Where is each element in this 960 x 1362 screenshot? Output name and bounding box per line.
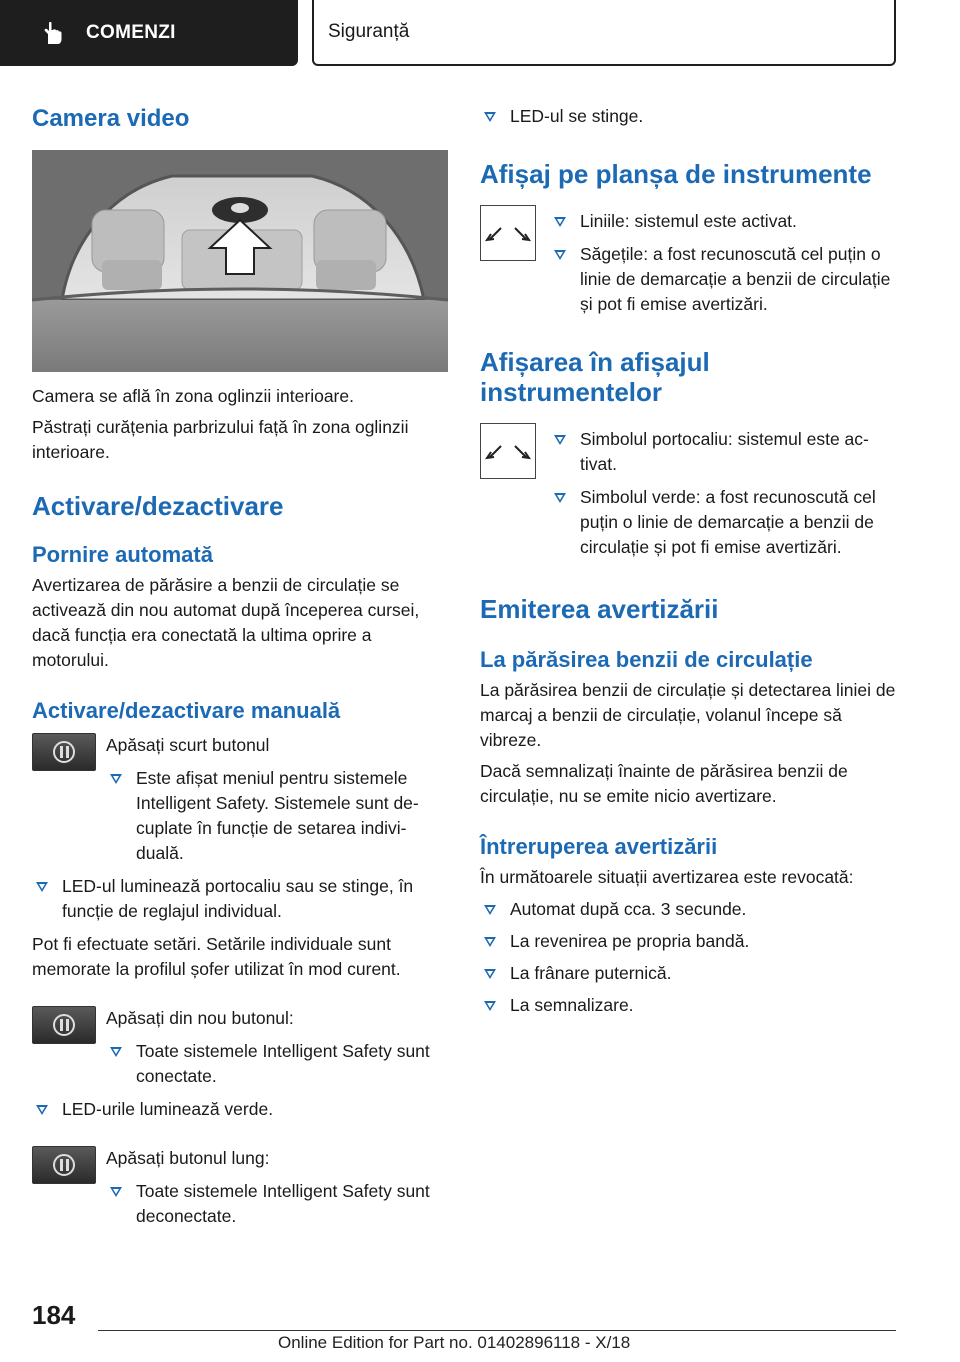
triangle-bullet-icon	[484, 112, 496, 122]
page-header	[0, 0, 960, 66]
list-item: La revenirea pe propria bandă.	[480, 929, 896, 954]
triangle-bullet-icon	[110, 1187, 122, 1197]
triangle-bullet-icon	[484, 937, 496, 947]
interrupt-heading: Întreruperea avertizării	[480, 834, 718, 859]
press-again-text: Apăsați din nou butonul:	[106, 1008, 294, 1028]
edition-text: Online Edition for Part no. 01402896118 - X/18	[278, 1333, 631, 1352]
footer-divider	[98, 1330, 896, 1331]
lane-lines-icon	[480, 423, 536, 479]
warning-heading: Emiterea avertizării	[480, 594, 719, 624]
camera-location-text: Camera se află în zona oglinzii interioare.	[32, 386, 354, 406]
leaving-lane-text: La părăsirea benzii de circulație și detectarea liniei de marcaj a benzii de circulație, volanul începe să vibreze.	[480, 680, 896, 750]
pointing-hand-icon	[40, 20, 80, 46]
intelligent-safety-button-icon	[32, 1146, 96, 1184]
right-column	[480, 100, 896, 1018]
step-short-press	[32, 733, 448, 866]
list-item: Săgețile: a fost recunoscută cel puțin o linie de demarcație a benzii de circulație și pot fi emise avertizări.	[550, 242, 896, 317]
auto-start-text: Avertizarea de părăsire a benzii de circulație se activează din nou automat după începerea cursei, dacă funcția era conectată la ultima oprire a motorului.	[32, 575, 420, 670]
list-item: La frânare puternică.	[480, 961, 896, 986]
triangle-bullet-icon	[36, 882, 48, 892]
long-press-text: Apăsați butonul lung:	[106, 1148, 270, 1168]
auto-start-heading: Pornire automată	[32, 542, 213, 567]
list-item: Toate sistemele Intelligent Safety sunt deconectate.	[106, 1179, 448, 1229]
step-long-press	[32, 1146, 448, 1229]
list-item: La semnalizare.	[480, 993, 896, 1018]
list-item: Simbolul portocaliu: sistemul este activat.	[550, 427, 896, 477]
section-tab[interactable]	[312, 0, 896, 66]
step-press-again	[32, 1006, 448, 1089]
list-item: Automat după cca. 3 secunde.	[480, 897, 896, 922]
activation-heading: Activare/dezactivare	[32, 491, 284, 521]
section-label: Siguranță	[328, 21, 410, 42]
triangle-bullet-icon	[110, 1047, 122, 1057]
triangle-bullet-icon	[484, 905, 496, 915]
list-item: Liniile: sistemul este activat.	[550, 209, 896, 234]
triangle-bullet-icon	[554, 493, 566, 503]
interrupt-text: În următoarele situații avertizarea este revocată:	[480, 867, 854, 887]
triangle-bullet-icon	[36, 1105, 48, 1115]
instrument-display-block	[480, 423, 896, 560]
list-item: LED-ul se stinge.	[480, 104, 896, 129]
list-item: Este afișat meniul pentru sistemele Intelligent Safety. Sistemele sunt decuplate în funcție de setarea individuală.	[106, 766, 448, 866]
triangle-bullet-icon	[554, 217, 566, 227]
panel-display-block	[480, 205, 896, 317]
lane-lines-icon	[480, 205, 536, 261]
panel-display-heading: Afișaj pe planșa de instrumente	[480, 159, 872, 189]
signal-text: Dacă semnalizați înainte de părăsirea benzii de circulație, nu se emite nicio avertizare.	[480, 761, 848, 806]
interrupt-list	[480, 897, 896, 1018]
camera-heading: Camera video	[32, 105, 190, 132]
chapter-label: COMENZI	[86, 22, 176, 43]
chapter-tab[interactable]	[0, 0, 298, 66]
list-item: Toate sistemele Intelligent Safety sunt conectate.	[106, 1039, 448, 1089]
triangle-bullet-icon	[554, 250, 566, 260]
left-column	[32, 100, 448, 1229]
intelligent-safety-button-icon	[32, 1006, 96, 1044]
windshield-clean-text: Păstrați curățenia parbrizului față în zona oglinzii interioare.	[32, 417, 409, 462]
short-press-text: Apăsați scurt butonul	[106, 735, 270, 755]
manual-activation-heading: Activare/dezactivare manuală	[32, 698, 341, 723]
triangle-bullet-icon	[484, 969, 496, 979]
list-item: Simbolul verde: a fost recunoscută cel puțin o linie de demarcație a benzii de circulație și pot fi emise avertizări.	[550, 485, 896, 560]
triangle-bullet-icon	[110, 774, 122, 784]
settings-text: Pot fi efectuate setări. Setările individuale sunt memorate la profilul șofer utilizat în mod curent.	[32, 934, 401, 979]
triangle-bullet-icon	[554, 435, 566, 445]
triangle-bullet-icon	[484, 1001, 496, 1011]
page-number: 184	[32, 1300, 76, 1330]
list-item: LED-urile luminează verde.	[32, 1097, 448, 1122]
list-item: LED-ul luminează portocaliu sau se stinge, în funcție de reglajul individual.	[32, 874, 448, 924]
leaving-lane-heading: La părăsirea benzii de circulație	[480, 647, 813, 672]
camera-photo	[32, 150, 448, 372]
instrument-display-heading: Afișarea în afișajul instrumentelor	[480, 347, 710, 407]
intelligent-safety-button-icon	[32, 733, 96, 771]
